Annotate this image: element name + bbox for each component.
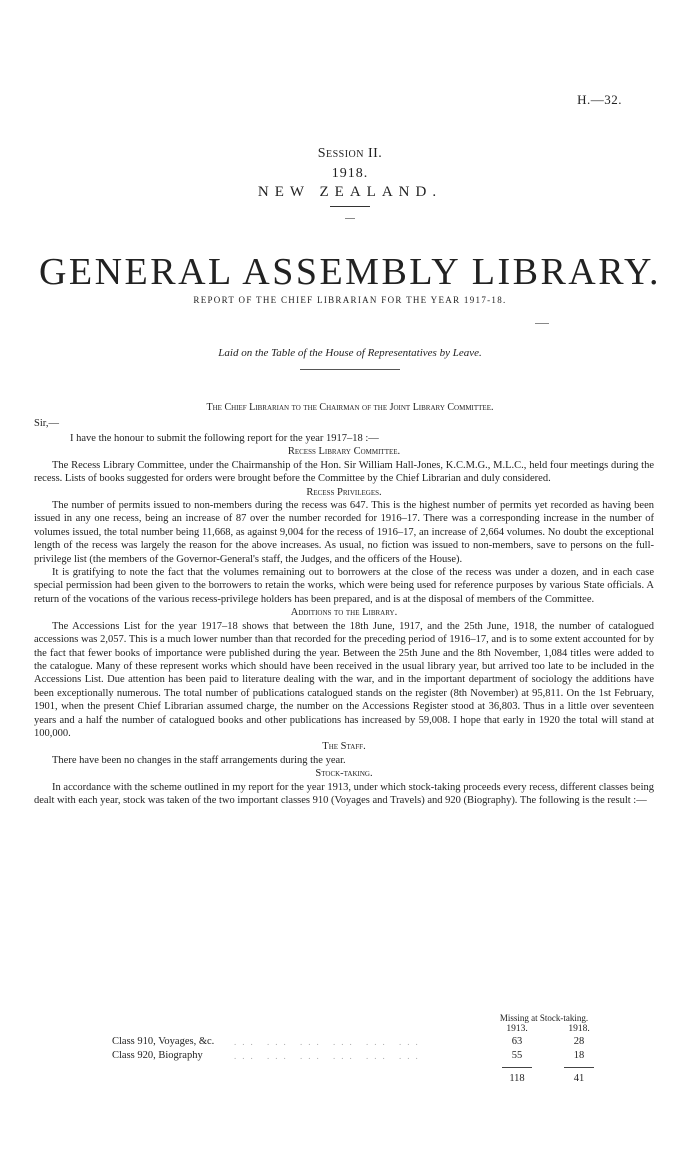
cell-1913: 63 [511,1036,523,1047]
year-label: 1918. [331,166,369,181]
section-staff [34,740,654,767]
paragraph: It is gratifying to note the fact that the volumes remaining out to borrowers at the close of the recess was under a dozen, and in each case special permission had been given to the borrowers to retain the works, which were being used for reference purposes by various State officials. A return of the vocations of the various recess-privilege holders has been prepared, and is at the disposal of members of the Committee. [34,567,654,605]
section-recess-committee [34,445,654,485]
section-heading: The Staff. [322,741,366,753]
paragraph: The Accessions List for the year 1917–18 shows that between the 18th June, 1917, and the 25th June, 1918, the number of catalogued accessions was 2,057. This is a much lower number than that recorded for the preceding period of 1916–17, and is to some extent accounted for by the fact that fewer books of importance were published during the year. Between the 25th June and the 8th November, 1,084 titles were added to the catalogue. Many of these represent works which should have been received in the usual library year, but arrived too late to be included in the Accessions List. Due attention has been paid to literature dealing with the war, and in the important department of sociology the additions have been exceptionally numerous. The total number of publications catalogued stands on the register (8th November) at 95,811. On the 1st February, 1901, when the present Chief Librarian assumed charge, the number on the Accessions Register stood at 36,803. Thus in a little over seventeen years and a half the number of catalogued books and other publications has increased by 59,008. I hope that early in 1920 the total will stand at 100,000. [34,620,654,739]
section-stock-taking [34,767,654,807]
report-subtitle: REPORT OF THE CHIEF LIBRARIAN FOR THE YEAR 1917-18. [193,295,507,305]
title-rule [535,323,549,324]
header-rule-short [345,218,355,219]
section-recess-privileges [34,486,654,607]
table-header: Missing at Stock-taking. [499,1013,589,1023]
page-reference: H.—32. [577,92,622,107]
section-heading: Stock-taking. [315,768,373,780]
session-label: Session II. [317,146,383,161]
row-leader-dots: ... ... ... ... ... ... [234,1051,424,1061]
letter-intro: I have the honour to submit the following report for the year 1917–18 :— [70,433,379,444]
laid-rule [300,369,400,370]
cell-1918: 18 [573,1050,585,1061]
paragraph: In accordance with the scheme outlined in my report for the year 1913, under which stock-taking proceeds every recess, different classes being dealt with each year, stock was taken of the two important classes 910 (Voyages and Travels) and 920 (Biography). The following is the result :— [34,781,654,806]
cell-1913: 55 [511,1050,523,1061]
total-1918: 41 [573,1073,585,1084]
letter-addressee: The Chief Librarian to the Chairman of the Joint Library Committee. [206,402,494,413]
section-heading: Additions to the Library. [290,607,398,619]
total-rule [564,1067,594,1068]
total-rule [502,1067,532,1068]
column-year-1918: 1918. [568,1024,590,1034]
cell-1918: 28 [573,1036,585,1047]
country-label: NEW ZEALAND. [257,184,443,200]
column-year-1913: 1913. [506,1024,528,1034]
header-rule [330,206,370,207]
letter-salutation: Sir,— [34,418,59,429]
section-heading: Recess Library Committee. [287,446,401,458]
paragraph: The Recess Library Committee, under the Chairmanship of the Hon. Sir William Hall-Jones, K.C.M.G., M.L.C., held four meetings during the recess. Lists of books suggested for orders were brought before the Committee by the Chief Librarian and duly considered. [34,459,654,485]
row-label: Class 920, Biography [112,1050,203,1061]
paragraph: The number of permits issued to non-members during the recess was 647. This is the highest number of permits yet recorded as having been issued in any one recess, being an increase of 87 over the number recorded for 1916–17. There was a corresponding increase in the number of volumes issued, the total number being 11,668, as against 9,004 for the recess of 1916–17, an increase of 2,664 volumes. No doubt the exceptional length of the recess was largely the reason for the above increases. As usual, no fiction was issued to non-members, save to persons on the full-privilege list (the members of the Governor-General's staff, the Judges, and the officers of the House). [34,500,654,565]
report-title: GENERAL ASSEMBLY LIBRARY. [38,251,662,293]
report-body [34,432,654,807]
row-leader-dots: ... ... ... ... ... ... [234,1037,424,1047]
total-1913: 118 [509,1073,525,1084]
laid-on-table-note: Laid on the Table of the House of Representatives by Leave. [218,347,482,359]
paragraph: There have been no changes in the staff arrangements during the year. [52,754,346,766]
section-additions [34,606,654,740]
section-heading: Recess Privileges. [306,486,382,498]
row-label: Class 910, Voyages, &c. [112,1036,215,1047]
